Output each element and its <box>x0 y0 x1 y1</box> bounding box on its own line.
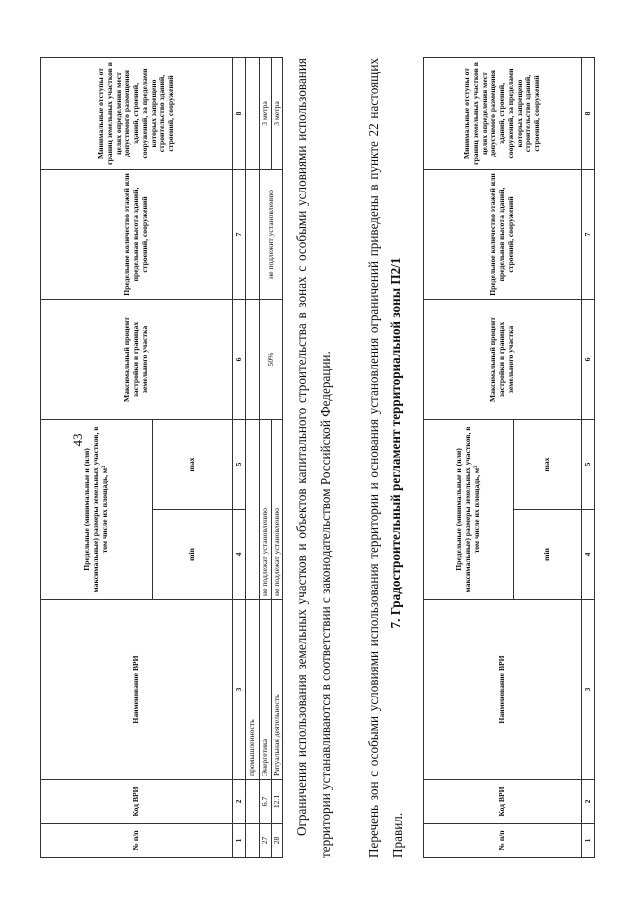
col-number: 3 <box>233 600 246 780</box>
col-header-max: max <box>153 420 233 510</box>
row-sizes: не подлежат установлению <box>271 420 283 600</box>
row-setback: 3 метра <box>260 58 272 170</box>
col-header-no: № п/п <box>41 824 233 858</box>
col-header-code: Код ВРИ <box>424 780 582 824</box>
table-row <box>260 58 272 858</box>
row-code: 12.1 <box>271 780 283 824</box>
col-header-percent: Максимальный процент застройки в границах земельного участка <box>41 300 233 420</box>
col-number: 7 <box>233 170 246 300</box>
section-heading: 7. Градостроительный регламент территориальной зоны П2/1 <box>388 257 403 629</box>
col-header-min: min <box>514 510 582 600</box>
row-floors: не подлежит установлению <box>260 170 283 300</box>
table-row <box>246 58 260 858</box>
row-name: Энергетика <box>260 600 272 780</box>
col-number: 4 <box>582 510 595 600</box>
section-label: промышленность <box>246 600 260 780</box>
col-header-sizes: Предельные (минимальные и (или) максимальные) размеры земельных участков, в том числе их площадь, м² <box>41 420 153 600</box>
col-header-sizes: Предельные (минимальные и (или) максимальные) размеры земельных участков, в том числе их площадь, м² <box>424 420 514 600</box>
col-number: 8 <box>582 58 595 170</box>
col-header-max: max <box>514 420 582 510</box>
page-number: 43 <box>70 433 85 447</box>
col-number: 7 <box>582 170 595 300</box>
row-setback: 3 метра <box>271 58 283 170</box>
col-number: 2 <box>233 780 246 824</box>
zones-list-paragraph: Перечень зон с особыми условиями использования территории и основания установления ограничений приведены в пункте 22 настоящих Правил. <box>366 58 405 858</box>
col-header-code: Код ВРИ <box>41 780 233 824</box>
landscape-content <box>40 18 600 878</box>
col-header-setback: Минимальные отступы от границ земельных участков в целях определения мест допустимого размещения зданий, строений, сооружений, за пределами которых запрещено строительство зданий, строений, сооружений <box>41 58 233 170</box>
column-numbers-row <box>582 58 595 858</box>
col-number: 6 <box>233 300 246 420</box>
col-header-floors: Предельное количество этажей или предельная высота зданий, строений, сооружений <box>41 170 233 300</box>
col-number: 2 <box>582 780 595 824</box>
col-header-min: min <box>153 510 233 600</box>
regulation-table-bottom <box>423 57 595 858</box>
row-percent: 50% <box>260 300 283 420</box>
col-header-name: Наименование ВРИ <box>424 600 582 780</box>
column-numbers-row <box>233 58 246 858</box>
col-number: 5 <box>582 420 595 510</box>
row-name: Ритуальная деятельность <box>271 600 283 780</box>
row-no: 28 <box>271 824 283 858</box>
restrictions-paragraph: Ограничения использования земельных участков и объектов капитального строительства в зонах с особыми условиями использования территории устанавливаются в соответствии с законодательством Российской Федерации. <box>294 58 333 858</box>
col-number: 3 <box>582 600 595 780</box>
row-no: 27 <box>260 824 272 858</box>
col-number: 4 <box>233 510 246 600</box>
col-number: 5 <box>233 420 246 510</box>
row-sizes: не подлежат установлению <box>260 420 272 600</box>
col-number: 1 <box>233 824 246 858</box>
col-header-no: № п/п <box>424 824 582 858</box>
col-header-floors: Предельное количество этажей или предельная высота зданий, строений, сооружений <box>424 170 582 300</box>
row-code: 6.7 <box>260 780 272 824</box>
col-header-percent: Максимальный процент застройки в границах земельного участка <box>424 300 582 420</box>
col-number: 6 <box>582 300 595 420</box>
col-number: 8 <box>233 58 246 170</box>
col-header-name: Наименование ВРИ <box>41 600 233 780</box>
regulation-table-top <box>40 57 283 858</box>
col-number: 1 <box>582 824 595 858</box>
col-header-setback: Минимальные отступы от границ земельных участков в целях определения мест допустимого размещения зданий, строений, сооружений, за пределами которых запрещено строительство зданий, строений, сооружений <box>424 58 582 170</box>
